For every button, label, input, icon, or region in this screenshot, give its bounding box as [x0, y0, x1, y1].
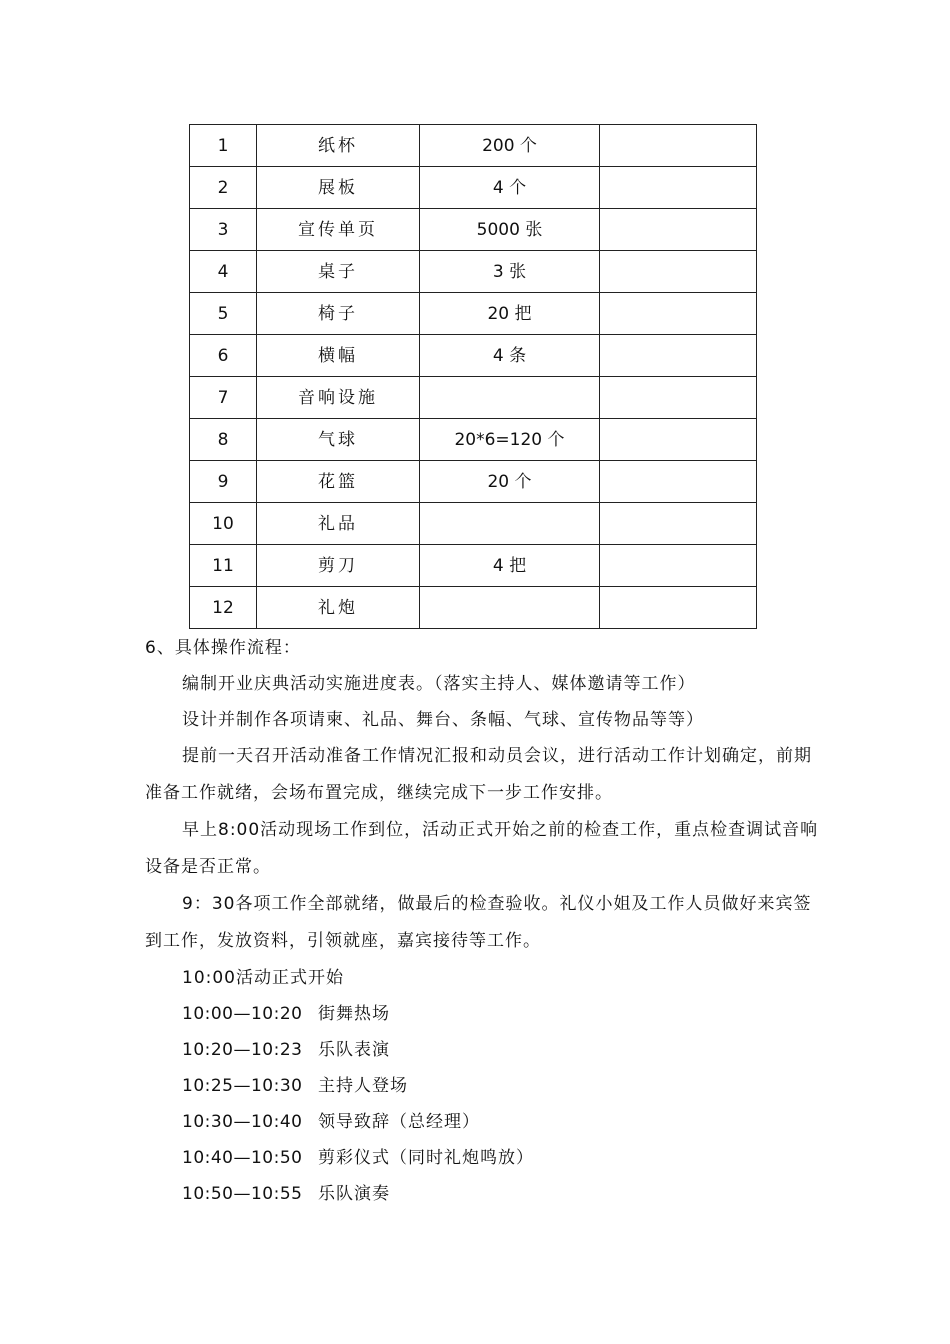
item-name: 气球: [257, 419, 420, 461]
row-number: 11: [190, 545, 257, 587]
schedule-time: 10:25—10:30: [182, 1076, 303, 1096]
table-row: [190, 587, 757, 629]
item-note: [600, 251, 757, 293]
item-note: [600, 125, 757, 167]
section-heading: 6、具体操作流程：: [145, 638, 301, 658]
row-number: 3: [190, 209, 257, 251]
table-row: [190, 377, 757, 419]
item-name: 礼品: [257, 503, 420, 545]
paragraph-preparation-meeting: 提前一天召开活动准备工作情况汇报和动员会议，进行活动工作计划确定，前期准备工作就绪，会场布置完成，继续完成下一步工作安排。: [145, 746, 812, 803]
item-quantity: [420, 377, 600, 419]
schedule-item: [145, 1176, 825, 1212]
table-row: [190, 293, 757, 335]
item-name: 剪刀: [257, 545, 420, 587]
item-note: [600, 293, 757, 335]
schedule-activity: 主持人登场: [318, 1076, 408, 1096]
table-row: [190, 461, 757, 503]
item-note: [600, 209, 757, 251]
item-quantity: 20*6=120 个: [420, 419, 600, 461]
row-number: 8: [190, 419, 257, 461]
item-note: [600, 377, 757, 419]
paragraph-event-start: 10:00活动正式开始: [182, 968, 344, 988]
table-row: [190, 335, 757, 377]
table-row: [190, 167, 757, 209]
item-note: [600, 335, 757, 377]
supplies-table: [189, 124, 757, 629]
item-quantity: 20 把: [420, 293, 600, 335]
schedule-activity: 乐队演奏: [318, 1184, 390, 1204]
item-note: [600, 503, 757, 545]
item-quantity: 4 个: [420, 167, 600, 209]
item-quantity: 3 张: [420, 251, 600, 293]
item-name: 展板: [257, 167, 420, 209]
item-note: [600, 545, 757, 587]
schedule-time: 10:40—10:50: [182, 1148, 303, 1168]
row-number: 5: [190, 293, 257, 335]
item-note: [600, 461, 757, 503]
item-note: [600, 419, 757, 461]
item-quantity: 4 把: [420, 545, 600, 587]
item-quantity: 4 条: [420, 335, 600, 377]
item-name: 宣传单页: [257, 209, 420, 251]
procedure-section: [145, 630, 825, 1212]
schedule-item: [145, 1104, 825, 1140]
item-name: 礼炮: [257, 587, 420, 629]
item-note: [600, 167, 757, 209]
item-name: 音响设施: [257, 377, 420, 419]
item-quantity: [420, 503, 600, 545]
schedule-time: 10:20—10:23: [182, 1040, 303, 1060]
item-name: 桌子: [257, 251, 420, 293]
paragraph-schedule-plan: 编制开业庆典活动实施进度表。（落实主持人、媒体邀请等工作）: [182, 674, 696, 694]
schedule-item: [145, 1032, 825, 1068]
row-number: 7: [190, 377, 257, 419]
schedule-activity: 乐队表演: [318, 1040, 390, 1060]
schedule-activity: 街舞热场: [318, 1004, 390, 1024]
schedule-item: [145, 1140, 825, 1176]
item-name: 花篮: [257, 461, 420, 503]
paragraph-morning-check: 早上8:00活动现场工作到位，活动正式开始之前的检查工作，重点检查调试音响设备是否正常。: [145, 820, 819, 877]
item-quantity: 200 个: [420, 125, 600, 167]
table-row: [190, 419, 757, 461]
table-row: [190, 503, 757, 545]
schedule-time: 10:50—10:55: [182, 1184, 303, 1204]
table-row: [190, 251, 757, 293]
item-name: 纸杯: [257, 125, 420, 167]
paragraph-final-inspection: 9：30各项工作全部就绪，做最后的检查验收。礼仪小姐及工作人员做好来宾签到工作，发放资料，引领就座，嘉宾接待等工作。: [145, 894, 812, 951]
schedule-time: 10:30—10:40: [182, 1112, 303, 1132]
schedule-activity: 剪彩仪式（同时礼炮鸣放）: [318, 1148, 534, 1168]
schedule-item: [145, 996, 825, 1032]
item-quantity: 20 个: [420, 461, 600, 503]
schedule-activity: 领导致辞（总经理）: [318, 1112, 480, 1132]
row-number: 2: [190, 167, 257, 209]
row-number: 10: [190, 503, 257, 545]
table-row: [190, 545, 757, 587]
item-note: [600, 587, 757, 629]
item-quantity: 5000 张: [420, 209, 600, 251]
row-number: 4: [190, 251, 257, 293]
table-row: [190, 125, 757, 167]
row-number: 9: [190, 461, 257, 503]
schedule-time: 10:00—10:20: [182, 1004, 303, 1024]
schedule-item: [145, 1068, 825, 1104]
item-name: 椅子: [257, 293, 420, 335]
row-number: 12: [190, 587, 257, 629]
paragraph-design-materials: 设计并制作各项请柬、礼品、舞台、条幅、气球、宣传物品等等）: [182, 710, 704, 730]
row-number: 6: [190, 335, 257, 377]
item-name: 横幅: [257, 335, 420, 377]
row-number: 1: [190, 125, 257, 167]
item-quantity: [420, 587, 600, 629]
table-row: [190, 209, 757, 251]
